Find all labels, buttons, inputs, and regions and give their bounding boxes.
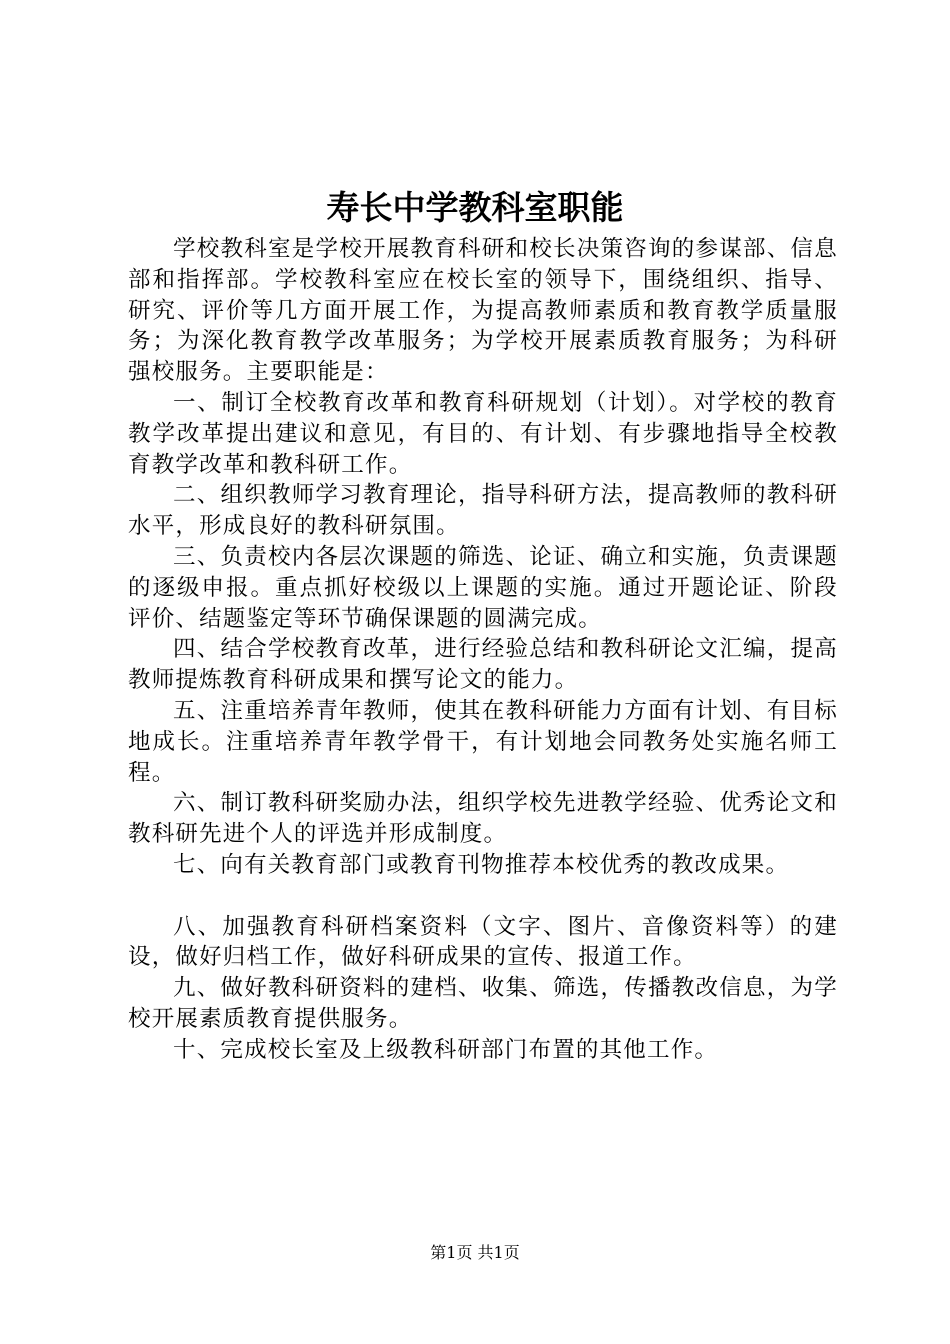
duty-paragraph-1: 一、制订全校教育改革和教育科研规划（计划）。对学校的教育教学改革提出建议和意见，有目的、有计划、有步骤地指导全校教育教学改革和教科研工作。	[128, 389, 838, 478]
document-body	[128, 234, 838, 1066]
duty-paragraph-10: 十、完成校长室及上级教科研部门布置的其他工作。	[173, 1036, 719, 1063]
duty-paragraph-7: 七、向有关教育部门或教育刊物推荐本校优秀的教改成果。	[173, 851, 790, 878]
page-number-footer: 第1页 共1页	[430, 1243, 520, 1262]
duty-paragraph-8: 八、加强教育科研档案资料（文字、图片、音像资料等）的建设，做好归档工作，做好科研成果的宣传、报道工作。	[128, 913, 838, 971]
duty-paragraph-3: 三、负责校内各层次课题的筛选、论证、确立和实施，负责课题的逐级申报。重点抓好校级以上课题的实施。通过开题论证、阶段评价、结题鉴定等环节确保课题的圆满完成。	[128, 543, 838, 632]
intro-paragraph: 学校教科室是学校开展教育科研和校长决策咨询的参谋部、信息部和指挥部。学校教科室应在校长室的领导下，围绕组织、指导、研究、评价等几方面开展工作，为提高教师素质和教育教学质量服务；为深化教育教学改革服务；为学校开展素质教育服务；为科研强校服务。主要职能是：	[128, 236, 838, 386]
duty-paragraph-2: 二、组织教师学习教育理论，指导科研方法，提高教师的教科研水平，形成良好的教科研氛围。	[128, 482, 838, 540]
duty-paragraph-4: 四、结合学校教育改革，进行经验总结和教科研论文汇编，提高教师提炼教育科研成果和撰写论文的能力。	[128, 636, 838, 694]
duty-paragraph-9: 九、做好教科研资料的建档、收集、筛选，传播教改信息，为学校开展素质教育提供服务。	[128, 975, 838, 1032]
page-title: 寿长中学教科室职能	[326, 188, 624, 227]
duty-paragraph-5: 五、注重培养青年教师，使其在教科研能力方面有计划、有目标地成长。注重培养青年教学骨干，有计划地会同教务处实施名师工程。	[128, 697, 838, 786]
duty-paragraph-6: 六、制订教科研奖励办法，组织学校先进教学经验、优秀论文和教科研先进个人的评选并形成制度。	[128, 790, 838, 848]
